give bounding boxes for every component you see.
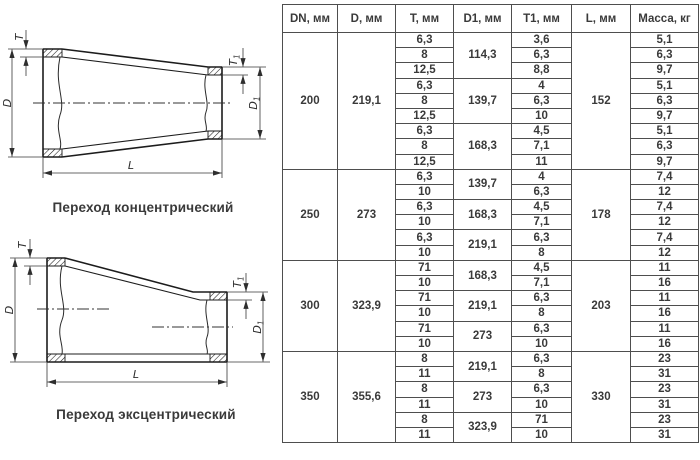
cell-d: 273 (338, 169, 396, 260)
cell-t1: 6,3 (512, 382, 572, 397)
eccentric-dim-label-l: L (132, 368, 140, 381)
table-row (283, 260, 699, 275)
cell-mass: 7,4 (631, 169, 699, 184)
cell-t1: 10 (512, 397, 572, 412)
cell-d1: 219,1 (454, 351, 512, 381)
eccentric-dim-label-t1: $T_1$ (231, 276, 246, 288)
cell-t1: 6,3 (512, 291, 572, 306)
eccentric-dim-label-d1: $D_1$ (251, 320, 266, 334)
eccentric-centerlines (37, 309, 233, 327)
concentric-dim-label-d: D (1, 98, 14, 108)
cell-d: 355,6 (338, 351, 396, 442)
cell-t: 12,5 (396, 108, 454, 123)
cell-t1: 4 (512, 169, 572, 184)
cell-t1: 71 (512, 412, 572, 427)
eccentric-caption: Переход эксцентрический (56, 407, 236, 422)
cell-t1: 8,8 (512, 63, 572, 78)
cell-mass: 6,3 (631, 48, 699, 63)
cell-d1: 139,7 (454, 169, 512, 199)
concentric-dim-label-t: T (13, 33, 26, 41)
cell-mass: 12 (631, 184, 699, 199)
concentric-dim-label-t1: $T_1$ (227, 54, 242, 66)
cell-t: 8 (396, 93, 454, 108)
cell-dn: 200 (283, 33, 338, 170)
cell-t: 6,3 (396, 124, 454, 139)
cell-d1: 273 (454, 382, 512, 412)
cell-t: 10 (396, 184, 454, 199)
cell-mass: 31 (631, 427, 699, 442)
cell-t1: 7,1 (512, 215, 572, 230)
cell-dn: 250 (283, 169, 338, 260)
cell-mass: 5,1 (631, 33, 699, 48)
cell-t: 8 (396, 351, 454, 366)
cell-l: 152 (572, 33, 631, 170)
spec-table-panel (281, 0, 700, 450)
cell-mass: 9,7 (631, 108, 699, 123)
cell-t: 11 (396, 367, 454, 382)
cell-t1: 6,3 (512, 351, 572, 366)
cell-t1: 7,1 (512, 139, 572, 154)
cell-d1: 139,7 (454, 78, 512, 124)
eccentric-break-lines (60, 266, 208, 354)
cell-t1: 6,3 (512, 321, 572, 336)
cell-t1: 4,5 (512, 260, 572, 275)
cell-t: 11 (396, 397, 454, 412)
cell-t: 6,3 (396, 33, 454, 48)
column-header: T, мм (396, 5, 454, 33)
cell-mass: 16 (631, 276, 699, 291)
cell-t: 71 (396, 321, 454, 336)
cell-t1: 10 (512, 336, 572, 351)
cell-dn: 350 (283, 351, 338, 442)
column-header: D1, мм (454, 5, 512, 33)
cell-t1: 6,3 (512, 184, 572, 199)
cell-t1: 4,5 (512, 124, 572, 139)
cell-t: 6,3 (396, 230, 454, 245)
cell-mass: 11 (631, 321, 699, 336)
cell-t1: 8 (512, 306, 572, 321)
cell-l: 178 (572, 169, 631, 260)
cell-t: 12,5 (396, 154, 454, 169)
cell-t1: 10 (512, 427, 572, 442)
table-row (283, 351, 699, 366)
cell-mass: 5,1 (631, 78, 699, 93)
cell-t: 8 (396, 412, 454, 427)
cell-t1: 4,5 (512, 200, 572, 215)
cell-t: 8 (396, 139, 454, 154)
cell-t: 10 (396, 306, 454, 321)
cell-t: 6,3 (396, 200, 454, 215)
cell-t: 71 (396, 291, 454, 306)
cell-d1: 114,3 (454, 33, 512, 79)
cell-mass: 6,3 (631, 139, 699, 154)
cell-mass: 31 (631, 397, 699, 412)
cell-mass: 11 (631, 260, 699, 275)
eccentric-part-outline (47, 258, 227, 362)
cell-t: 10 (396, 336, 454, 351)
concentric-caption: Переход концентрический (52, 200, 234, 215)
cell-mass: 11 (631, 291, 699, 306)
column-header: D, мм (338, 5, 396, 33)
cell-mass: 12 (631, 215, 699, 230)
cell-mass: 31 (631, 367, 699, 382)
cell-mass: 23 (631, 382, 699, 397)
cell-mass: 16 (631, 336, 699, 351)
concentric-reducer-drawing (0, 0, 281, 230)
cell-mass: 7,4 (631, 230, 699, 245)
cell-t: 6,3 (396, 169, 454, 184)
cell-d1: 219,1 (454, 291, 512, 321)
cell-mass: 5,1 (631, 124, 699, 139)
concentric-dim-label-l: L (127, 159, 135, 172)
cell-mass: 23 (631, 412, 699, 427)
cell-t1: 3,6 (512, 33, 572, 48)
cell-d1: 168,3 (454, 124, 512, 170)
cell-mass: 7,4 (631, 200, 699, 215)
cell-mass: 9,7 (631, 63, 699, 78)
cell-d1: 273 (454, 321, 512, 351)
eccentric-hatch-sections (47, 258, 227, 362)
cell-mass: 12 (631, 245, 699, 260)
cell-t1: 10 (512, 108, 572, 123)
cell-t: 11 (396, 427, 454, 442)
cell-dn: 300 (283, 260, 338, 351)
cell-d1: 168,3 (454, 200, 512, 230)
cell-t: 8 (396, 382, 454, 397)
cell-t1: 6,3 (512, 93, 572, 108)
spec-table-header-row (283, 5, 699, 33)
concentric-dim-label-d1: $D_1$ (247, 96, 262, 110)
column-header: DN, мм (283, 5, 338, 33)
column-header: T1, мм (512, 5, 572, 33)
cell-mass: 9,7 (631, 154, 699, 169)
eccentric-dim-label-t: T (16, 241, 29, 249)
cell-d1: 168,3 (454, 260, 512, 290)
table-row (283, 33, 699, 48)
table-row (283, 169, 699, 184)
cell-t: 6,3 (396, 78, 454, 93)
cell-t: 12,5 (396, 63, 454, 78)
cell-l: 203 (572, 260, 631, 351)
column-header: L, мм (572, 5, 631, 33)
cell-t1: 4 (512, 78, 572, 93)
eccentric-reducer-drawing (0, 235, 281, 455)
cell-d: 323,9 (338, 260, 396, 351)
cell-t: 10 (396, 215, 454, 230)
spec-table-body (283, 33, 699, 443)
cell-t: 10 (396, 245, 454, 260)
cell-mass: 16 (631, 306, 699, 321)
spec-table (282, 4, 699, 443)
cell-mass: 23 (631, 351, 699, 366)
cell-t1: 11 (512, 154, 572, 169)
cell-t1: 6,3 (512, 230, 572, 245)
drawings-panel (0, 0, 281, 450)
cell-d: 219,1 (338, 33, 396, 170)
cell-l: 330 (572, 351, 631, 442)
cell-d1: 219,1 (454, 230, 512, 260)
cell-mass: 6,3 (631, 93, 699, 108)
eccentric-dim-label-d: D (3, 305, 16, 315)
cell-t1: 8 (512, 367, 572, 382)
column-header: Масса, кг (631, 5, 699, 33)
cell-t: 8 (396, 48, 454, 63)
cell-t1: 7,1 (512, 276, 572, 291)
cell-t: 71 (396, 260, 454, 275)
cell-t1: 6,3 (512, 48, 572, 63)
cell-t1: 8 (512, 245, 572, 260)
cell-t: 10 (396, 276, 454, 291)
cell-d1: 323,9 (454, 412, 512, 442)
